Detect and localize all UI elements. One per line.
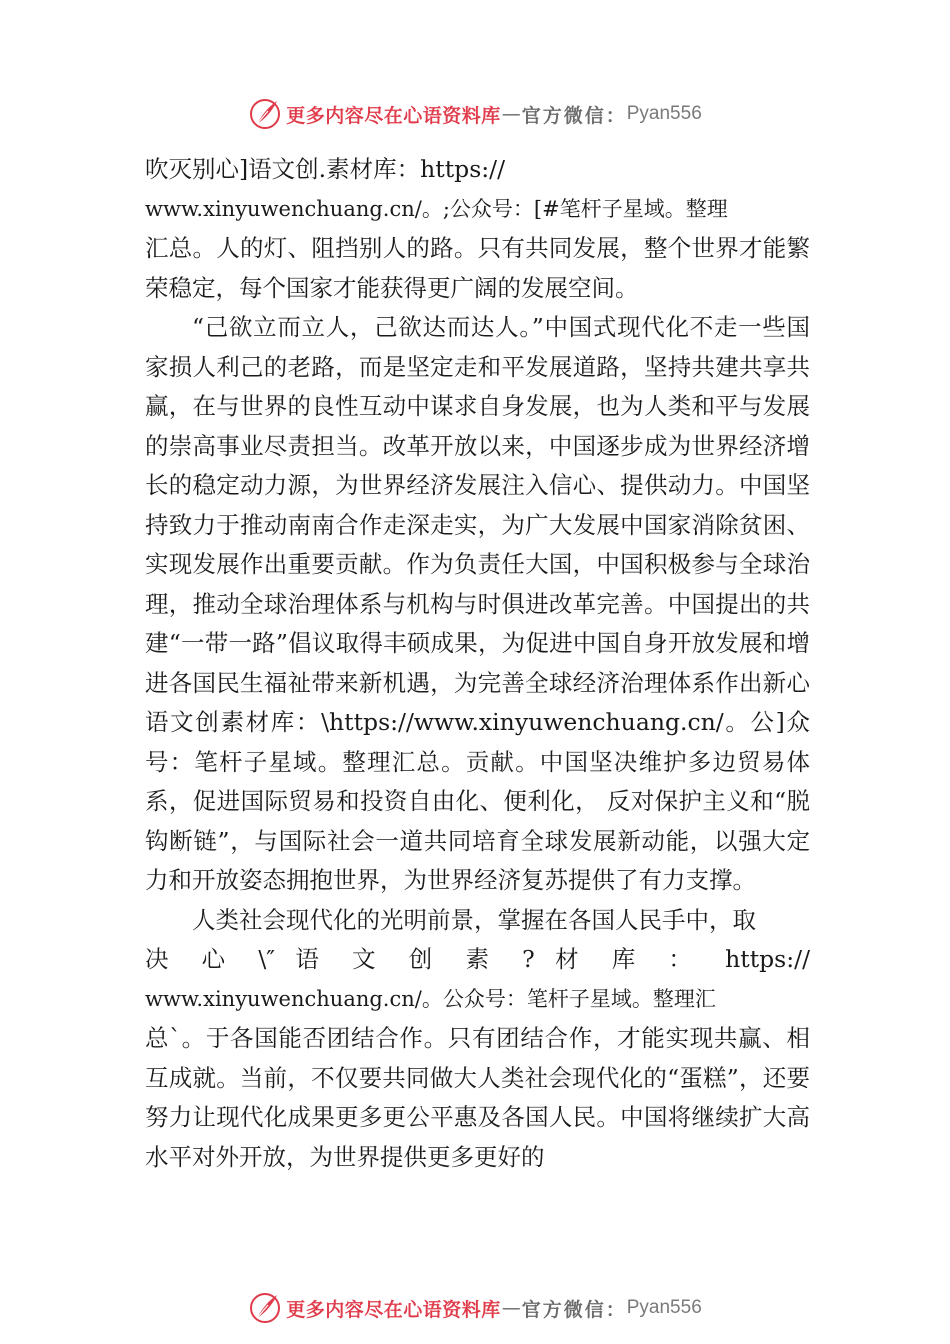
paragraph-1-line-2: www.xinyuwenchuang.cn/。;公众号：[#笔杆子星域。整理 (145, 196, 728, 221)
paragraph-1-line-1: 吹灭别心]语文创.素材库：https:// (145, 155, 506, 183)
feather-pen-logo-icon (248, 1291, 282, 1325)
paragraph-3-rest: 总`。于各国能否团结合作。只有团结合作，才能实现共赢、相互成就。当前，不仅要共同做大人类社会现代化的“蛋糕”，还要努力让现代化成果更多更公平惠及各国人民。中国将继续扩大高水平对外开放，为世界提供更多更好的 (145, 1024, 810, 1171)
banner-dash: — (501, 1297, 521, 1319)
banner-wechat-label: 官方微信： (521, 1298, 627, 1321)
paragraph-1-rest: 汇总。人的灯、阻挡别人的路。只有共同发展，整个世界才能繁荣稳定，每个国家才能获得更广阔的发展空间。 (145, 234, 810, 302)
footer-banner (0, 1288, 950, 1328)
banner-site-name: 更多内容尽在心语资料库 (286, 1298, 501, 1321)
paragraph-3-line-2: 决 心 \″ 语 文 创 素 ? 材 库 ： https:// (145, 945, 810, 973)
feather-pen-logo-icon (248, 97, 282, 131)
paragraph-2: “己欲立而立人，己欲达而达人。”中国式现代化不走一些国家损人利己的老路，而是坚定走和平发展道路，坚持共建共享共赢，在与世界的良性互动中谋求自身发展，也为人类和平与发展的崇高事业尽责担当。改革开放以来，中国逐步成为世界经济增长的稳定动力源，为世界经济发展注入信心、提供动力。中国坚持致力于推动南南合作走深走实，为广大发展中国家消除贫困、实现发展作出重要贡献。作为负责任大国，中国积极参与全球治理，推动全球治理体系与机构与时俱进改革完善。中国提出的共建“一带一路”倡议取得丰硕成果，为促进中国自身开放发展和增进各国民生福祉带来新机遇，为完善全球经济治理体系作出新心语文创素材库：\https://www.xinyuwenchuang.cn/。公]众号：笔杆子星域。整理汇总。贡献。中国坚决维护多边贸易体系，促进国际贸易和投资自由化、便利化， 反对保护主义和“脱钩断链”，与国际社会一道共同培育全球发展新动能，以强大定力和开放姿态拥抱世界，为世界经济复苏提供了有力支撑。 (145, 313, 810, 894)
banner-site-name: 更多内容尽在心语资料库 (286, 104, 501, 127)
header-banner (0, 94, 950, 134)
document-body (145, 150, 810, 1177)
banner-wechat-id: Pyan556 (626, 103, 702, 124)
paragraph-3-line-1: 人类社会现代化的光明前景，掌握在各国人民手中，取 (192, 905, 756, 934)
banner-wechat-id: Pyan556 (626, 1297, 702, 1318)
banner-dash: — (501, 103, 521, 125)
banner-wechat-label: 官方微信： (521, 104, 627, 127)
paragraph-3-line-3: www.xinyuwenchuang.cn/。公众号：笔杆子星域。整理汇 (145, 986, 716, 1011)
